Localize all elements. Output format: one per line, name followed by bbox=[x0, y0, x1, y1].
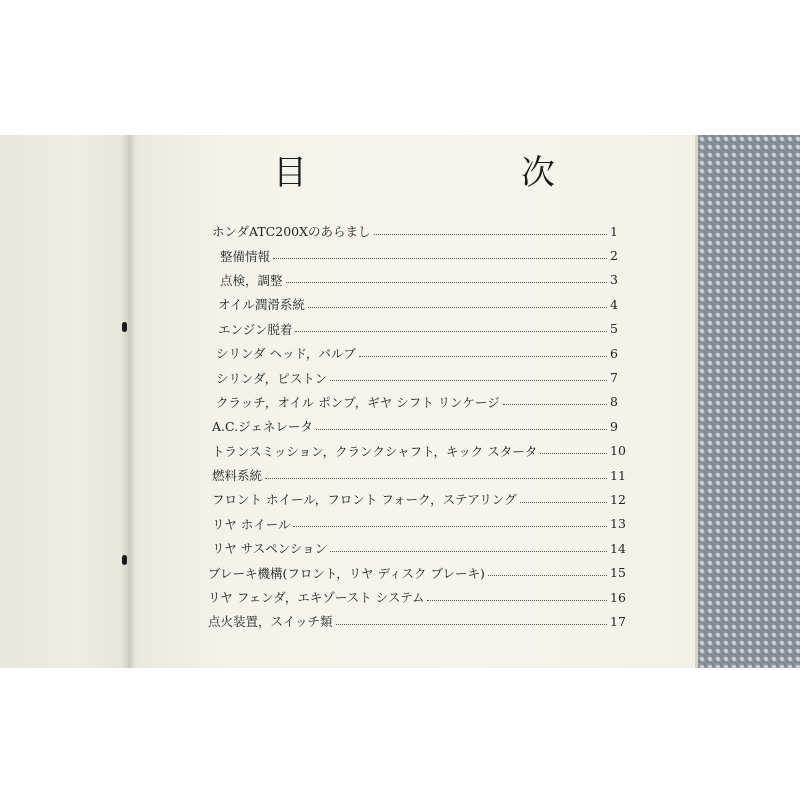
toc-page-number: 6 bbox=[610, 345, 618, 361]
toc-entry-label: フロント ホイール，フロント フォーク，ステアリング bbox=[212, 492, 517, 508]
toc-leader-dots bbox=[520, 502, 607, 503]
toc-entry bbox=[208, 341, 628, 365]
toc-entry-label: 整備情報 bbox=[220, 248, 271, 264]
toc-entry bbox=[208, 390, 628, 414]
toc-leader-dots bbox=[273, 258, 607, 259]
toc-entry-label: 燃料系統 bbox=[212, 468, 263, 484]
toc-leader-dots bbox=[286, 282, 607, 283]
toc-entry-label: ブレーキ機構(フロント，リヤ ディスク ブレーキ) bbox=[208, 565, 485, 581]
toc-entry bbox=[208, 219, 628, 243]
toc-leader-dots bbox=[265, 478, 607, 479]
toc-leader-dots bbox=[330, 551, 607, 552]
binding-hole bbox=[122, 322, 127, 332]
background-bottom bbox=[0, 668, 800, 800]
toc-page-number: 13 bbox=[610, 516, 626, 532]
toc-entry bbox=[208, 487, 628, 511]
toc-leader-dots bbox=[330, 380, 607, 381]
toc-entry bbox=[208, 243, 628, 267]
toc-entry bbox=[208, 268, 628, 292]
toc-entry-label: A.C.ジェネレータ bbox=[212, 419, 313, 435]
toc-page-number: 3 bbox=[610, 272, 618, 288]
toc-leader-dots bbox=[488, 575, 607, 576]
toc-leader-dots bbox=[308, 307, 607, 308]
toc-entry-label: クラッチ，オイル ポンプ，ギヤ シフト リンケージ bbox=[216, 394, 500, 410]
left-page bbox=[0, 135, 130, 668]
toc-entry-label: ホンダATC200Xのあらまし bbox=[212, 224, 371, 240]
binding-hole bbox=[122, 555, 127, 565]
toc-entry bbox=[208, 292, 628, 316]
toc-entry bbox=[208, 365, 628, 389]
toc-leader-dots bbox=[295, 331, 607, 332]
page-title: 目 次 bbox=[273, 153, 645, 193]
toc-page-number: 17 bbox=[610, 613, 626, 629]
toc-entry bbox=[208, 609, 628, 633]
toc-entry-label: オイル潤滑系統 bbox=[218, 297, 305, 313]
toc-leader-dots bbox=[293, 526, 607, 527]
toc-entry-label: トランスミッション，クランクシャフト，キック スタータ bbox=[212, 443, 538, 459]
toc-entry-label: リヤ ホイール bbox=[212, 516, 291, 532]
toc-leader-dots bbox=[336, 624, 607, 625]
toc-page-number: 16 bbox=[610, 589, 626, 605]
background-top bbox=[0, 0, 800, 135]
toc-leader-dots bbox=[359, 356, 607, 357]
binding-edge bbox=[122, 135, 130, 668]
toc-entry bbox=[208, 536, 628, 560]
toc-page-number: 2 bbox=[610, 248, 618, 264]
toc-entry-label: リヤ サスペンション bbox=[212, 541, 328, 557]
toc-leader-dots bbox=[316, 429, 607, 430]
toc-page-number: 4 bbox=[610, 296, 618, 312]
toc-entry-label: エンジン脱着 bbox=[218, 321, 293, 337]
toc-entry bbox=[208, 463, 628, 487]
toc-leader-dots bbox=[540, 453, 607, 454]
toc-entry bbox=[208, 317, 628, 341]
toc-leader-dots bbox=[374, 234, 607, 235]
toc-entry-label: シリンダ ヘッド，バルブ bbox=[216, 346, 356, 362]
toc-page-number: 15 bbox=[610, 565, 626, 581]
toc-page-number: 1 bbox=[610, 223, 618, 239]
toc-entry bbox=[208, 560, 628, 584]
toc-entry-label: リヤ フェンダ，エキゾースト システム bbox=[208, 590, 425, 606]
toc-page-number: 7 bbox=[610, 370, 618, 386]
toc-entry-label: シリンダ，ピストン bbox=[216, 370, 328, 386]
toc-page-number: 8 bbox=[610, 394, 618, 410]
table-of-contents bbox=[208, 219, 628, 634]
toc-entry bbox=[208, 585, 628, 609]
textured-background bbox=[698, 135, 800, 668]
toc-leader-dots bbox=[503, 404, 607, 405]
toc-entry-label: 点検，調整 bbox=[220, 272, 283, 288]
toc-page-number: 11 bbox=[610, 467, 626, 483]
toc-page-number: 5 bbox=[610, 321, 618, 337]
toc-leader-dots bbox=[427, 600, 607, 601]
toc-entry bbox=[208, 414, 628, 438]
toc-page-number: 12 bbox=[610, 491, 626, 507]
toc-page-number: 9 bbox=[610, 418, 618, 434]
toc-entry bbox=[208, 439, 628, 463]
toc-page-number: 14 bbox=[610, 540, 626, 556]
toc-entry bbox=[208, 512, 628, 536]
toc-entry-label: 点火装置，スイッチ類 bbox=[208, 614, 333, 630]
toc-page-number: 10 bbox=[610, 443, 626, 459]
